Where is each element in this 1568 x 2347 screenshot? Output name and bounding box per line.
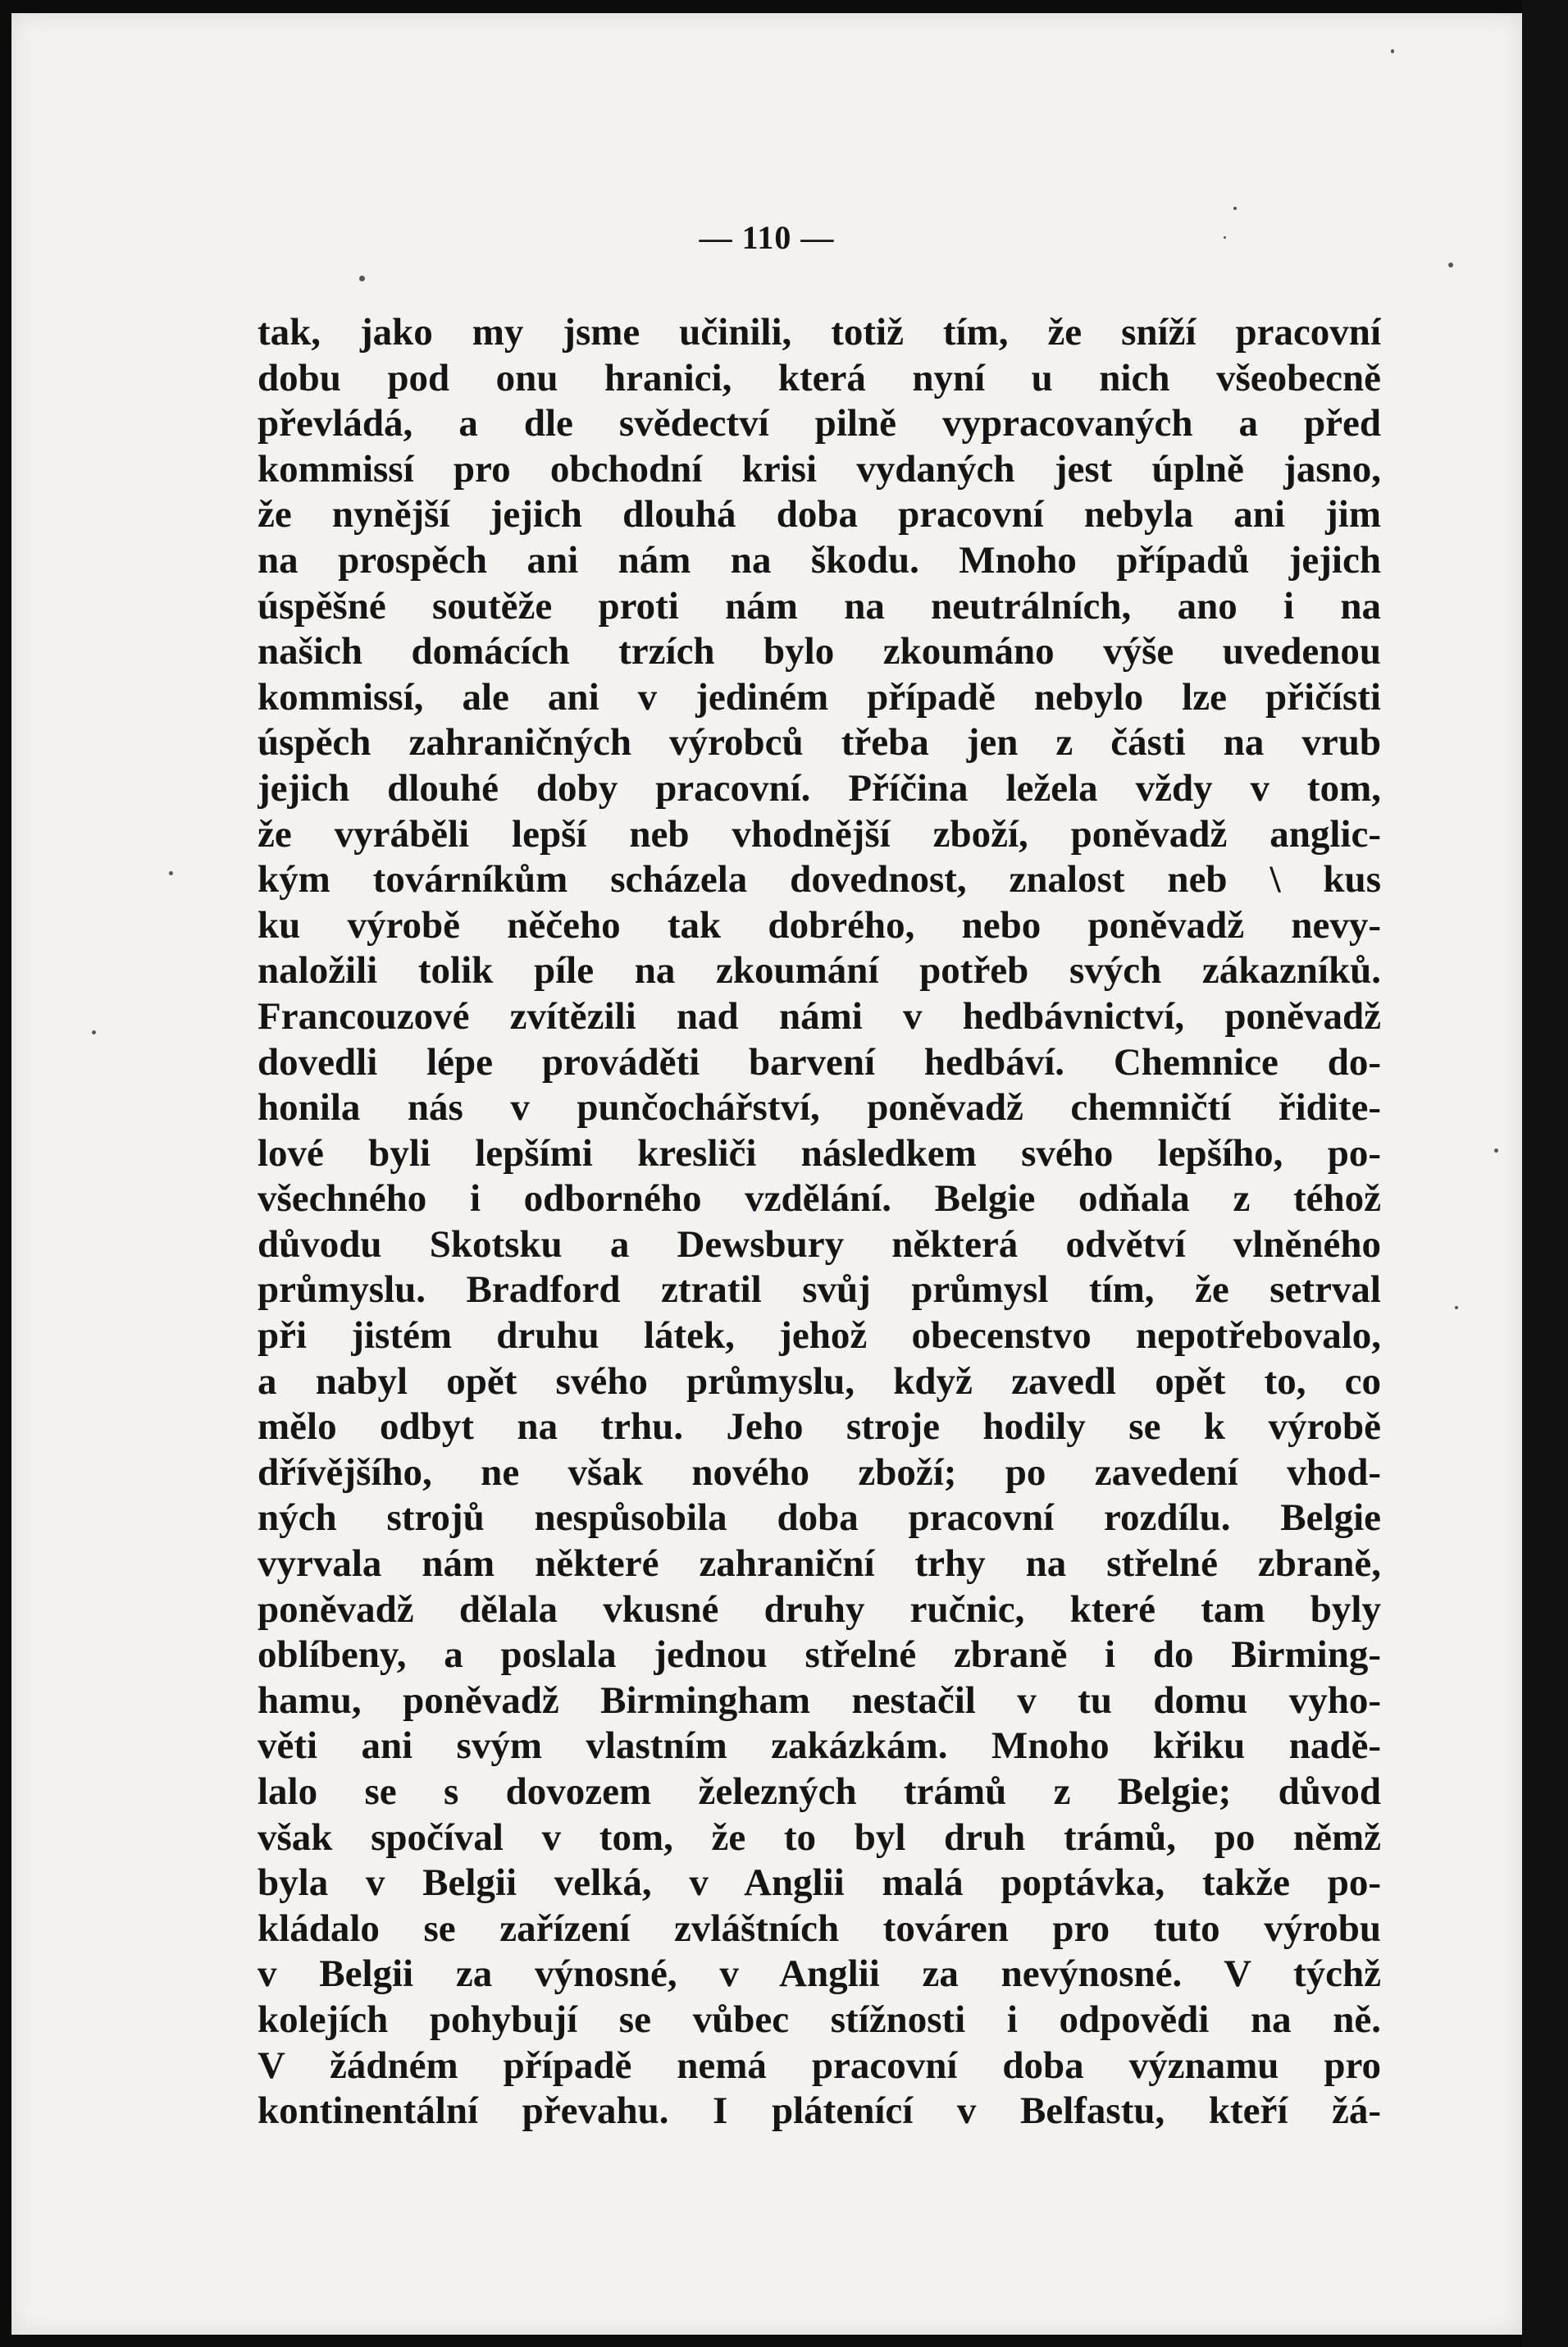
text-line: tak, jako my jsme učinili, totiž tím, že sníží pracovní — [258, 311, 1381, 354]
scan-speck — [1494, 1148, 1498, 1153]
text-line: vyrvala nám některé zahraniční trhy na střelné zbraně, — [258, 1542, 1381, 1586]
text-line: dřívějšího, ne však nového zboží; po zavedení vhod- — [258, 1450, 1381, 1494]
text-line: na prospěch ani nám na škodu. Mnoho případů jejich — [258, 538, 1381, 582]
text-line: že nynější jejich dlouhá doba pracovní nebyla ani jim — [258, 493, 1381, 537]
scan-speck — [1448, 263, 1453, 267]
text-line: všechného i odborného vzdělání. Belgie odňala z téhož — [258, 1177, 1381, 1221]
text-line: kommissí, ale ani v jediném případě nebylo lze přičísti — [258, 675, 1381, 719]
page-number-label: — 110 — — [699, 219, 835, 256]
text-line: Francouzové zvítězili nad námi v hedbávnictví, poněvadž — [258, 994, 1381, 1038]
text-line: byla v Belgii velká, v Anglii malá poptávka, takže po- — [258, 1861, 1381, 1905]
text-line: úspěšné soutěže proti nám na neutrálních, ano i na — [258, 584, 1381, 628]
text-line: že vyráběli lepší neb vhodnější zboží, poněvadž anglic- — [258, 812, 1381, 856]
text-line: kontinentální převahu. I plátenící v Belfastu, kteří žá- — [258, 2089, 1381, 2133]
text-line: při jistém druhu látek, jehož obecenstvo nepotřebovalo, — [258, 1314, 1381, 1358]
text-line: našich domácích trzích bylo zkoumáno výše uvedenou — [258, 630, 1381, 674]
text-line: a nabyl opět svého průmyslu, když zavedl opět to, co — [258, 1359, 1381, 1403]
text-line: jejich dlouhé doby pracovní. Příčina ležela vždy v tom, — [258, 766, 1381, 810]
scan-speck — [169, 871, 173, 875]
scan-speck — [1233, 207, 1237, 210]
text-line: kolejích pohybují se vůbec stížnosti i odpovědi na ně. — [258, 1998, 1381, 2041]
text-line: věti ani svým vlastním zakázkám. Mnoho křiku nadě- — [258, 1724, 1381, 1768]
text-line: hamu, poněvadž Birmingham nestačil v tu domu vyho- — [258, 1678, 1381, 1722]
scan-speck — [359, 276, 365, 281]
text-line: lové byli lepšími kresliči následkem svého lepšího, po- — [258, 1131, 1381, 1175]
text-line: poněvadž dělala vkusné druhy ručnic, které tam byly — [258, 1587, 1381, 1631]
scan-speck — [92, 1030, 96, 1034]
text-line: dobu pod onu hranici, která nyní u nich všeobecně — [258, 356, 1381, 400]
text-line: však spočíval v tom, že to byl druh trámů, po němž — [258, 1815, 1381, 1859]
book-page — [11, 13, 1522, 2335]
text-line: důvodu Skotsku a Dewsbury některá odvětví vlněného — [258, 1222, 1381, 1266]
text-line: v Belgii za výnosné, v Anglii za nevýnosné. V týchž — [258, 1952, 1381, 1996]
text-line: oblíbeny, a poslala jednou střelné zbraně i do Birming- — [258, 1633, 1381, 1677]
scan-speck — [1455, 1306, 1458, 1309]
text-line: lalo se s dovozem železných trámů z Belgie; důvod — [258, 1770, 1381, 1813]
text-line: mělo odbyt na trhu. Jeho stroje hodily se k výrobě — [258, 1405, 1381, 1449]
text-line: naložili tolik píle na zkoumání potřeb svých zákazníků. — [258, 949, 1381, 993]
text-line: převládá, a dle svědectví pilně vypracovaných a před — [258, 402, 1381, 445]
text-line: honila nás v punčochářství, poněvadž chemničtí řidite- — [258, 1086, 1381, 1130]
scan-edge — [1522, 0, 1568, 2347]
text-line: průmyslu. Bradford ztratil svůj průmysl tím, že setrval — [258, 1268, 1381, 1312]
text-line: V žádném případě nemá pracovní doba významu pro — [258, 2043, 1381, 2087]
text-line: úspěch zahraničných výrobců třeba jen z části na vrub — [258, 721, 1381, 765]
scan-speck — [1224, 236, 1226, 239]
scan-speck — [1391, 49, 1394, 53]
text-line: kommissí pro obchodní krisi vydaných jest úplně jasno, — [258, 447, 1381, 491]
text-line: ku výrobě něčeho tak dobrého, nebo poněvadž nevy- — [258, 903, 1381, 947]
page-number — [11, 218, 1522, 257]
body-text — [258, 310, 1381, 2135]
text-line: kládalo se zařízení zvláštních továren pro tuto výrobu — [258, 1906, 1381, 1950]
text-line: ných strojů nespůsobila doba pracovní rozdílu. Belgie — [258, 1496, 1381, 1540]
text-line: dovedli lépe prováděti barvení hedbáví. Chemnice do- — [258, 1040, 1381, 1084]
text-line: kým továrníkům scházela dovednost, znalost neb \ kus — [258, 858, 1381, 902]
